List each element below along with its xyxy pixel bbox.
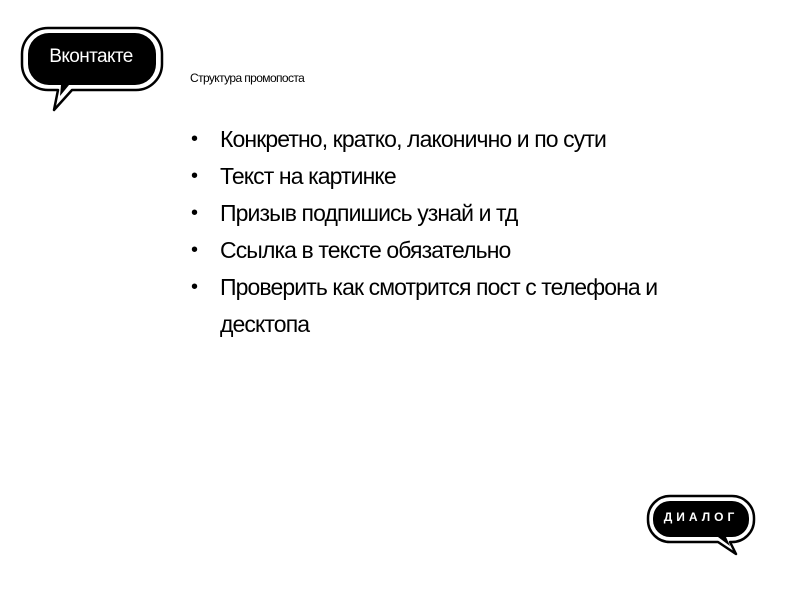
- list-item: [186, 232, 686, 269]
- list-item-text: Проверить как смотрится пост с телефона и десктопа: [220, 274, 658, 337]
- logo-label: ДИАЛОГ: [663, 510, 739, 524]
- list-item-text: Ссылка в тексте обязательно: [220, 237, 511, 263]
- header-label: Вконтакте: [49, 46, 133, 67]
- bullet-icon: •: [190, 239, 198, 261]
- dialog-logo: [646, 494, 758, 556]
- bullet-list: [186, 121, 686, 343]
- list-item: [186, 121, 686, 158]
- list-item: [186, 158, 686, 195]
- speech-bubble-icon: [20, 26, 166, 112]
- list-item-text: Конкретно, кратко, лаконично и по сути: [220, 126, 606, 152]
- list-item-text: Текст на картинке: [220, 163, 396, 189]
- logo-speech-bubble-icon: [646, 494, 758, 556]
- bullet-icon: •: [190, 202, 198, 224]
- bullet-icon: •: [190, 276, 198, 298]
- bullet-icon: •: [190, 128, 198, 150]
- page-subtitle: Структура промопоста: [190, 71, 305, 85]
- list-item-text: Призыв подпишись узнай и тд: [220, 200, 518, 226]
- bullet-icon: •: [190, 165, 198, 187]
- list-item: [186, 195, 686, 232]
- header-speech-bubble: [20, 26, 166, 112]
- list-item: [186, 269, 686, 343]
